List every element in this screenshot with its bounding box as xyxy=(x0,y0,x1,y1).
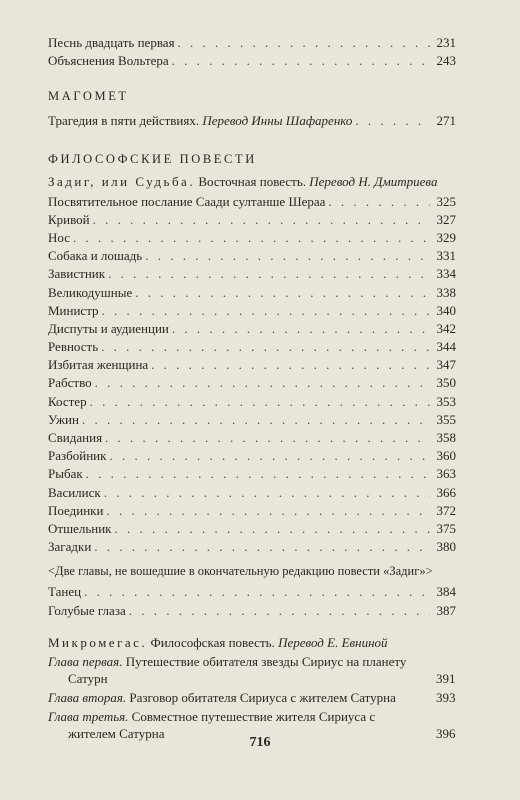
entry-title: Министр xyxy=(48,302,99,318)
toc-entry[interactable] xyxy=(48,356,456,374)
entry-title: Диспуты и аудиенции xyxy=(48,320,169,336)
translator: Перевод Инны Шафаренко xyxy=(202,113,353,129)
dot-leader xyxy=(355,112,430,130)
entry-title: Ревность xyxy=(48,339,99,355)
toc-entry[interactable] xyxy=(48,302,456,320)
entry-page: 387 xyxy=(436,602,456,618)
entry-page: 231 xyxy=(436,35,456,50)
entry-title: Объяснения Вольтера xyxy=(48,53,169,69)
dot-leader xyxy=(106,502,430,520)
editorial-note: <Две главы, не вошедшие в окончательную редакцию повести «Задиг»> xyxy=(48,564,433,579)
toc-entry[interactable] xyxy=(48,393,456,411)
work-title-zadig: Задиг, или Судьба. Восточная повесть. Перевод Н. Дмитриева xyxy=(48,173,438,189)
chapter-label: Глава вторая. xyxy=(48,689,127,705)
translator: Перевод Н. Дмитриева xyxy=(309,173,438,189)
entry-page: 329 xyxy=(436,229,456,245)
entry-title: Кривой xyxy=(48,211,90,227)
toc-entry[interactable] xyxy=(48,52,456,70)
translator: Перевод Е. Евниной xyxy=(278,634,388,650)
dot-leader xyxy=(151,356,430,374)
entry-title: Отшельник xyxy=(48,520,112,536)
entry-title: Поединки xyxy=(48,502,104,518)
toc-entry[interactable] xyxy=(48,229,456,247)
entry-page: 331 xyxy=(436,248,456,264)
toc-entry[interactable] xyxy=(48,247,456,265)
entry-page: 375 xyxy=(436,520,456,536)
dot-leader xyxy=(172,320,430,338)
entry-page: 372 xyxy=(436,502,456,518)
work-title-micromegas: Микромегас. Философская повесть. Перевод Е. Евниной xyxy=(48,634,388,650)
section-heading-philosophical: ФИЛОСОФСКИЕ ПОВЕСТИ xyxy=(48,151,257,166)
entry-page: 338 xyxy=(436,284,456,300)
entry-page: 243 xyxy=(436,53,456,69)
entry-page: 363 xyxy=(436,466,456,482)
entry-page: 334 xyxy=(436,266,456,282)
dot-leader xyxy=(104,484,430,502)
entry-title: Избитая женщина xyxy=(48,357,149,373)
entry-page: 342 xyxy=(436,320,456,336)
entry-page: 353 xyxy=(436,393,456,409)
entry-title: Посвятительное послание Саади султанше Шераа xyxy=(48,193,326,209)
dot-leader xyxy=(115,520,431,538)
table-of-contents xyxy=(48,34,456,744)
dot-leader xyxy=(82,411,430,429)
entry-page: 358 xyxy=(436,430,456,445)
entry-title: Ужин xyxy=(48,411,79,427)
entry-title: Свидания xyxy=(48,430,103,445)
entry-title: Рыбак xyxy=(48,466,83,482)
dot-leader xyxy=(108,265,430,283)
dot-leader xyxy=(102,302,430,320)
toc-entry[interactable] xyxy=(48,284,456,302)
chapter-title: Совместное путешествие жителя Сириуса с жителем Сатурна xyxy=(68,708,376,741)
toc-entry[interactable] xyxy=(48,484,456,502)
dot-leader xyxy=(135,284,430,302)
chapter-label: Глава первая. xyxy=(48,653,123,669)
dot-leader xyxy=(172,52,430,70)
toc-entry[interactable] xyxy=(48,465,456,483)
toc-entry[interactable] xyxy=(48,34,456,52)
chapter-title: Путешествие обитателя звезды Сириус на планету Сатурн xyxy=(68,653,407,686)
entry-page: 355 xyxy=(436,411,456,427)
toc-entry[interactable] xyxy=(48,502,456,520)
toc-entry[interactable] xyxy=(48,338,456,356)
section-heading-magomet: МАГОМЕТ xyxy=(48,89,129,104)
entry-page: 327 xyxy=(436,211,456,227)
dot-leader xyxy=(93,211,430,229)
toc-entry[interactable] xyxy=(48,211,456,229)
entry-page: 344 xyxy=(436,339,456,355)
toc-entry[interactable] xyxy=(48,411,456,429)
toc-entry[interactable] xyxy=(48,447,456,465)
entry-title: Костер xyxy=(48,393,87,409)
dot-leader xyxy=(328,193,430,211)
toc-entry-chapter[interactable]: Глава третья. Совместное путешествие жителя Сириуса с жителем Сатурна 396 xyxy=(48,708,456,741)
entry-page: 380 xyxy=(436,539,456,555)
toc-entry[interactable] xyxy=(48,602,456,620)
chapter-list-zadig xyxy=(48,193,456,557)
page-number: 716 xyxy=(249,735,271,750)
entry-page: 340 xyxy=(436,302,456,318)
entry-page: 384 xyxy=(436,584,456,600)
entry-title: Рабство xyxy=(48,375,92,391)
dot-leader xyxy=(95,374,430,392)
toc-entry[interactable] xyxy=(48,193,456,211)
chapter-title: Разговор обитателя Сириуса с жителем Сатурна xyxy=(129,689,396,705)
toc-entry[interactable] xyxy=(48,265,456,283)
toc-entry-chapter[interactable]: Глава первая. Путешествие обитателя звезды Сириус на планету Сатурн 391 xyxy=(48,653,456,686)
dot-leader xyxy=(73,229,430,247)
entry-title: Завистник xyxy=(48,266,106,282)
toc-entry[interactable] xyxy=(48,583,456,601)
dot-leader xyxy=(178,34,430,52)
toc-entry[interactable] xyxy=(48,320,456,338)
entry-title: Собака и лошадь xyxy=(48,248,143,264)
entry-page: 271 xyxy=(436,113,456,129)
dot-leader xyxy=(84,583,430,601)
entry-title: Разбойник xyxy=(48,448,107,464)
entry-title: Василиск xyxy=(48,484,101,500)
dot-leader xyxy=(109,447,430,465)
chapter-label: Глава третья. xyxy=(48,708,129,724)
toc-entry[interactable] xyxy=(48,538,456,556)
entry-title: Нос xyxy=(48,229,70,245)
entry-title: Великодушные xyxy=(48,284,133,300)
dot-leader xyxy=(86,465,430,483)
entry-title: Трагедия в пяти действиях. Перевод Инны Шафаренко xyxy=(48,113,353,129)
dot-leader xyxy=(101,338,430,356)
entry-page: 360 xyxy=(436,448,456,464)
entry-page: 366 xyxy=(436,484,456,500)
toc-entry[interactable] xyxy=(48,374,456,392)
dot-leader xyxy=(105,429,430,447)
dot-leader xyxy=(129,602,430,620)
dot-leader xyxy=(145,247,430,265)
chapter-list-extra xyxy=(48,583,456,619)
entry-page: 325 xyxy=(436,193,456,209)
entry-page: 347 xyxy=(436,357,456,373)
toc-entry-chapter[interactable]: Глава вторая. Разговор обитателя Сириуса с жителем Сатурна 393 xyxy=(48,689,456,705)
entry-title: Голубые глаза xyxy=(48,602,126,618)
entry-title: Загадки xyxy=(48,539,92,555)
entry-title: Песнь двадцать первая xyxy=(48,35,175,50)
toc-entry-magomet[interactable] xyxy=(48,112,456,130)
dot-leader xyxy=(90,393,430,411)
entry-title: Танец xyxy=(48,584,82,600)
dot-leader xyxy=(94,538,430,556)
entry-page: 350 xyxy=(436,375,456,391)
toc-entry[interactable] xyxy=(48,520,456,538)
toc-entry[interactable] xyxy=(48,429,456,447)
chapter-list-micromegas xyxy=(48,653,456,742)
